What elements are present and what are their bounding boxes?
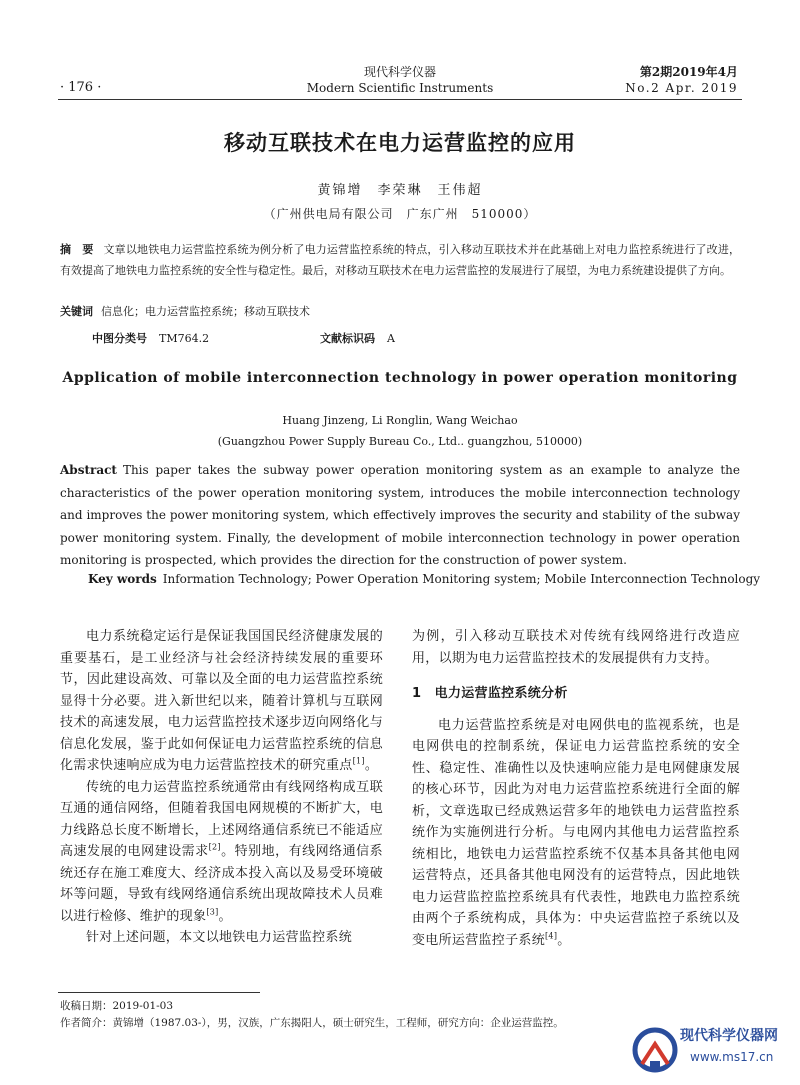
body-left-column xyxy=(60,626,383,949)
keywords-en xyxy=(88,572,760,586)
section-heading: 1 电力运营监控系统分析 xyxy=(412,686,568,701)
citation: [2] xyxy=(208,842,221,852)
classification-value: TM764.2 xyxy=(159,332,210,345)
page-number: · 176 · xyxy=(60,80,102,95)
abstract-en-label: Abstract xyxy=(60,463,117,477)
article-title: 移动互联技术在电力运营监控的应用 xyxy=(224,130,576,155)
abstract-cn-text: 文章以地铁电力运营监控系统为例分析了电力运营监控系统的特点，引入移动互联技术并在此基础上对电力监控系统进行了改进，有效提高了地铁电力监控系统的安全性与稳定性。最后，对移动互联技术在电力运营监控的发展进行了展望，为电力系统建设提供了方向。 xyxy=(60,243,741,277)
classification-label: 中图分类号 xyxy=(92,332,147,345)
journal-name-cn: 现代科学仪器 xyxy=(363,65,436,79)
citation: [3] xyxy=(206,907,219,917)
affiliation-en: (Guangzhou Power Supply Bureau Co., Ltd.. guangzhou, 510000) xyxy=(217,435,583,448)
keywords-en-label: Key words xyxy=(88,572,157,586)
body-right-column xyxy=(412,626,740,951)
author-bio: 作者简介：黄锦增（1987.03-），男，汉族，广东揭阳人，硕士研究生，工程师，研究方向：企业运营监控。 xyxy=(60,1017,564,1029)
keywords-cn-label: 关键词 xyxy=(60,305,93,318)
article-title-en: Application of mobile interconnection technology in power operation monitoring xyxy=(62,370,738,386)
body-paragraph: 电力运营监控系统是对电网供电的监视系统，也是电网供电的控制系统，保证电力运营监控系统的安全性、稳定性、准确性以及快速响应能力是电网健康发展的核心环节，因此为对电力运营监控系统进行全面的解析，文章选取已经成熟运营多年的地铁电力运营监控系统作为实施例进行分析。与电网内其他电力运营监控系统相比，地铁电力运营监控系统不仅基本具备其他电网运营特点，还具备其他电网没有的运营特点，因此地铁电力运营监控监控系统具有代表性，地跌电力监控系统由两个子系统构成，具体为：中央运营监控子系统以及变电所运营监控子系统[4]。 xyxy=(412,717,740,948)
abstract-cn-label: 摘 要 xyxy=(60,243,94,256)
affiliation: （广州供电局有限公司 广东广州 510000） xyxy=(263,207,537,221)
body-paragraph: 传统的电力运营监控系统通常由有线网络构成互联互通的通信网络，但随着我国电网规模的不断扩大，电力线路总长度不断增长，上述网络通信系统已不能适应高速发展的电网建设需求[2]。特别地，有线网络通信系统还存在施工难度大、经济成本投入高以及易受环境破坏等问题，导致有线网络通信系统出现故障技术人员难以进行检修、维护的现象[3]。 xyxy=(60,779,383,924)
authors: 黄锦增 李荣琳 王伟超 xyxy=(317,183,483,198)
header-rule xyxy=(58,99,742,100)
received-date: 收稿日期：2019-01-03 xyxy=(60,1000,174,1012)
abstract-cn xyxy=(60,239,740,281)
authors-en: Huang Jinzeng, Li Ronglin, Wang Weichao xyxy=(282,414,518,427)
keywords-cn xyxy=(60,303,310,319)
issue-info xyxy=(625,64,738,96)
body-paragraph: 为例，引入移动互联技术对传统有线网络进行改造应用，以期为电力运营监控技术的发展提供有力支持。 xyxy=(412,629,740,666)
footnote-rule xyxy=(58,992,260,993)
abstract-en xyxy=(60,459,740,572)
issue-cn: 第2期2019年4月 xyxy=(639,65,738,79)
doc-code-value: A xyxy=(387,332,395,345)
citation: [4] xyxy=(545,931,558,941)
watermark-url: www.ms17.cn xyxy=(690,1050,774,1064)
citation: [1] xyxy=(352,756,365,766)
footnote xyxy=(60,998,564,1032)
journal-name-en: Modern Scientific Instruments xyxy=(306,81,494,95)
body-paragraph: 针对上述问题，本文以地铁电力运营监控系统 xyxy=(86,930,353,945)
body-paragraph: 电力系统稳定运行是保证我国国民经济健康发展的重要基石，是工业经济与社会经济持续发展的重要环节，因此建设高效、可靠以及全面的电力运营监控系统显得十分必要。进入新世纪以来，随着计算机与互联网技术的高速发展，电力运营监控技术逐步迈向网络化与信息化发展，鉴于此如何保证电力运营监控系统的信息化需求快速响应成为电力运营监控技术的研究重点[1]。 xyxy=(60,629,383,773)
watermark-name: 现代科学仪器网 xyxy=(680,1028,778,1044)
keywords-cn-text: 信息化；电力运营监控系统；移动互联技术 xyxy=(101,305,310,318)
classification-code xyxy=(92,330,209,346)
document-code xyxy=(320,330,395,346)
keywords-en-text: Information Technology; Power Operation Monitoring system; Mobile Interconnection Technology xyxy=(162,572,761,586)
doc-code-label: 文献标识码 xyxy=(320,332,375,345)
issue-en: No.2 Apr. 2019 xyxy=(625,81,738,95)
abstract-en-text: This paper takes the subway power operation monitoring system as an example to analyze the characteristics of the power operation monitoring system, introduces the mobile interconnection technology and improves the power monitoring system, which effectively improves the security and stability of the subway power monitoring system. Finally, the development of mobile interconnection technology in power operation monitoring is prospected, which provides the direction for the construction of power system. xyxy=(60,463,740,567)
